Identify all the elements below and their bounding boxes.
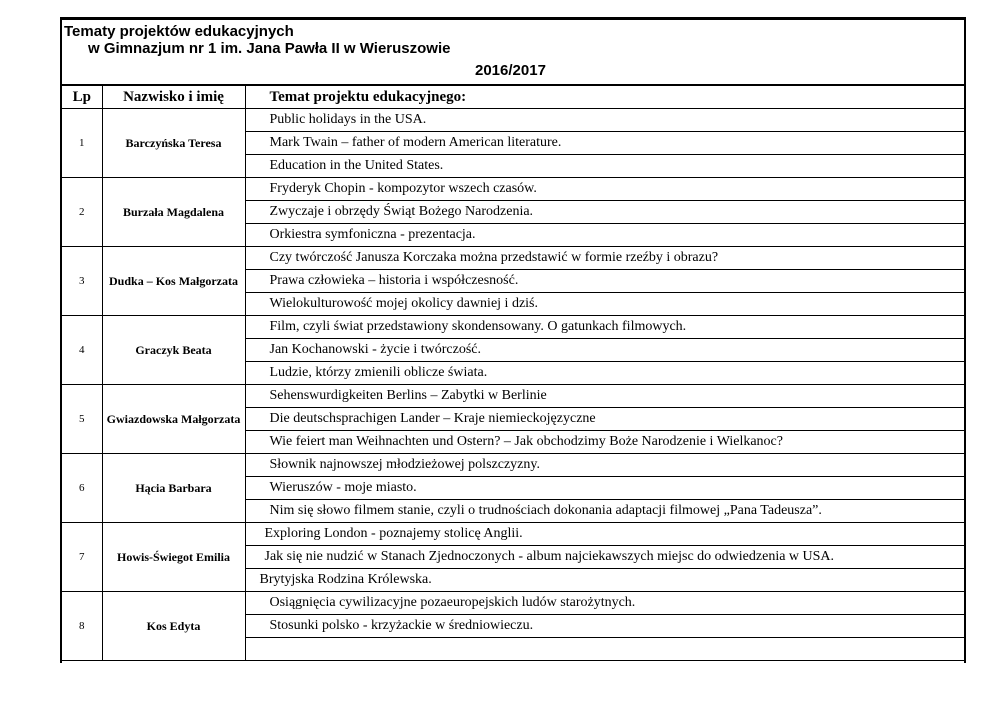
teacher-name: Gwiazdowska Małgorzata xyxy=(102,385,245,454)
teacher-name: Barczyńska Teresa xyxy=(102,109,245,178)
project-topic: Fryderyk Chopin - kompozytor wszech czasów. xyxy=(245,178,964,201)
teacher-name: Dudka – Kos Małgorzata xyxy=(102,247,245,316)
table-row xyxy=(62,592,964,615)
row-number: 6 xyxy=(62,454,102,523)
project-topic: Ludzie, którzy zmienili oblicze świata. xyxy=(245,362,964,385)
table-row xyxy=(62,454,964,477)
project-topic: Brytyjska Rodzina Królewska. xyxy=(245,569,964,592)
row-number: 1 xyxy=(62,109,102,178)
header-title-line1: Tematy projektów edukacyjnych xyxy=(64,23,294,40)
project-topic: Wielokulturowość mojej okolicy dawniej i dziś. xyxy=(245,293,964,316)
teacher-name: Howis-Świegot Emilia xyxy=(102,523,245,592)
row-number: 2 xyxy=(62,178,102,247)
project-topic: Słownik najnowszej młodzieżowej polszczyzny. xyxy=(245,454,964,477)
project-topic: Wieruszów - moje miasto. xyxy=(245,477,964,500)
project-topic: Die deutschsprachigen Lander – Kraje niemieckojęzyczne xyxy=(245,408,964,431)
table-row xyxy=(62,523,964,546)
project-topic xyxy=(245,638,964,661)
project-topic: Education in the United States. xyxy=(245,155,964,178)
project-topic: Orkiestra symfoniczna - prezentacja. xyxy=(245,224,964,247)
row-number: 7 xyxy=(62,523,102,592)
project-topic: Osiągnięcia cywilizacyjne pozaeuropejskich ludów starożytnych. xyxy=(245,592,964,615)
project-topic: Public holidays in the USA. xyxy=(245,109,964,132)
row-number: 8 xyxy=(62,592,102,661)
table-row xyxy=(62,247,964,270)
teacher-name: Graczyk Beata xyxy=(102,316,245,385)
table-row xyxy=(62,178,964,201)
header-title-line2: w Gimnazjum nr 1 im. Jana Pawła II w Wieruszowie xyxy=(88,40,451,57)
document-frame xyxy=(60,17,966,663)
row-number: 3 xyxy=(62,247,102,316)
project-topic: Prawa człowieka – historia i współczesność. xyxy=(245,270,964,293)
project-topic: Exploring London - poznajemy stolicę Anglii. xyxy=(245,523,964,546)
projects-table xyxy=(62,85,964,661)
column-header-lp: Lp xyxy=(62,86,102,109)
table-row xyxy=(62,109,964,132)
teacher-name: Burzała Magdalena xyxy=(102,178,245,247)
project-topic: Zwyczaje i obrzędy Świąt Bożego Narodzenia. xyxy=(245,201,964,224)
table-header-row xyxy=(62,86,964,109)
teacher-name: Kos Edyta xyxy=(102,592,245,661)
header-school-year: 2016/2017 xyxy=(475,62,546,79)
project-topic: Wie feiert man Weihnachten und Ostern? – Jak obchodzimy Boże Narodzenie i Wielkanoc? xyxy=(245,431,964,454)
column-header-name: Nazwisko i imię xyxy=(102,86,245,109)
project-topic: Nim się słowo filmem stanie, czyli o trudnościach dokonania adaptacji filmowej „Pana Tadeusza”. xyxy=(245,500,964,523)
project-topic: Jak się nie nudzić w Stanach Zjednoczonych - album najciekawszych miejsc do odwiedzenia w USA. xyxy=(245,546,964,569)
document-header xyxy=(62,20,964,85)
table-row xyxy=(62,385,964,408)
row-number: 5 xyxy=(62,385,102,454)
project-topic: Jan Kochanowski - życie i twórczość. xyxy=(245,339,964,362)
project-topic: Film, czyli świat przedstawiony skondensowany. O gatunkach filmowych. xyxy=(245,316,964,339)
project-topic: Czy twórczość Janusza Korczaka można przedstawić w formie rzeźby i obrazu? xyxy=(245,247,964,270)
teacher-name: Hącia Barbara xyxy=(102,454,245,523)
project-topic: Mark Twain – father of modern American literature. xyxy=(245,132,964,155)
column-header-topic: Temat projektu edukacyjnego: xyxy=(245,86,964,109)
row-number: 4 xyxy=(62,316,102,385)
table-row xyxy=(62,316,964,339)
project-topic: Stosunki polsko - krzyżackie w średniowieczu. xyxy=(245,615,964,638)
project-topic: Sehenswurdigkeiten Berlins – Zabytki w Berlinie xyxy=(245,385,964,408)
